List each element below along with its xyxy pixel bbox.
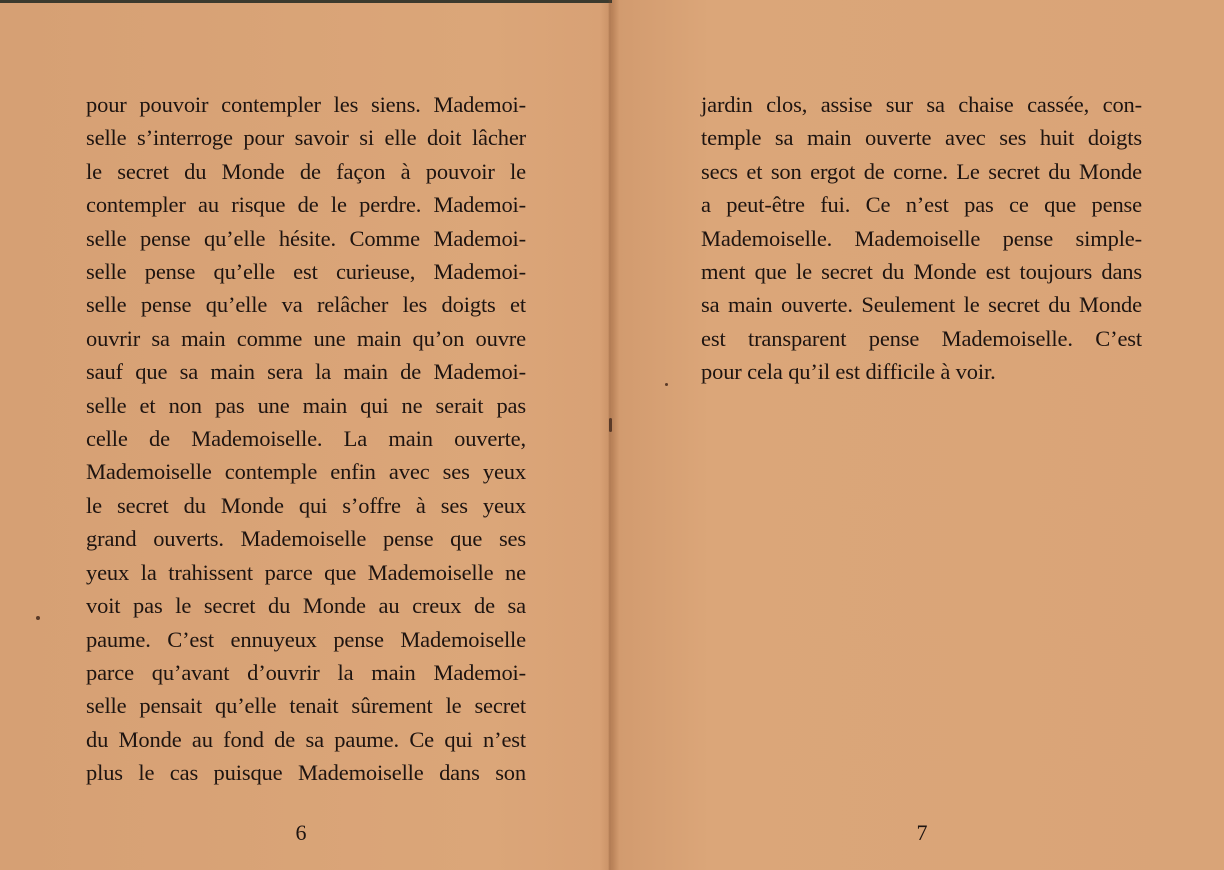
page-number-right: 7 <box>916 820 928 845</box>
text-line: Mademoiselle contemple enfin avec ses yeux <box>86 459 526 485</box>
text-line: parce qu’avant d’ouvrir la main Mademoi- <box>86 659 526 685</box>
text-line: sauf que sa main sera la main de Mademoi- <box>86 359 526 385</box>
text-line: est transparent pense Mademoiselle. C’est <box>701 325 1142 351</box>
text-line: yeux la trahissent parce que Mademoiselle ne <box>86 559 526 585</box>
text-line: selle pense qu’elle va relâcher les doigts et <box>86 292 526 318</box>
text-line: contempler au risque de le perdre. Mademoi- <box>86 192 526 218</box>
paper-speck <box>665 383 668 386</box>
text-line: selle et non pas une main qui ne serait pas <box>86 392 526 418</box>
paper-speck <box>36 616 40 620</box>
text-line: voit pas le secret du Monde au creux de sa <box>86 593 526 619</box>
text-line: selle pense qu’elle est curieuse, Mademoi- <box>86 259 526 285</box>
text-line: a peut-être fui. Ce n’est pas ce que pense <box>701 192 1142 218</box>
right-page-body <box>701 88 1142 389</box>
page-top-edge <box>0 0 612 3</box>
text-line: Mademoiselle. Mademoiselle pense simple- <box>701 225 1142 251</box>
text-line: ouvrir sa main comme une main qu’on ouvre <box>86 325 526 351</box>
text-line: selle s’interroge pour savoir si elle doit lâcher <box>86 125 526 151</box>
text-line: plus le cas puisque Mademoiselle dans son <box>86 760 526 786</box>
text-line: sa main ouverte. Seulement le secret du Monde <box>701 292 1142 318</box>
text-line: paume. C’est ennuyeux pense Mademoiselle <box>86 626 526 652</box>
text-line: du Monde au fond de sa paume. Ce qui n’est <box>86 726 526 752</box>
left-page-body <box>86 88 526 790</box>
text-line: secs et son ergot de corne. Le secret du Monde <box>701 158 1142 184</box>
text-line: grand ouverts. Mademoiselle pense que ses <box>86 526 526 552</box>
book-gutter <box>608 0 612 870</box>
text-line: selle pensait qu’elle tenait sûrement le secret <box>86 693 526 719</box>
text-line: temple sa main ouverte avec ses huit doigts <box>701 125 1142 151</box>
text-line: jardin clos, assise sur sa chaise cassée, con- <box>701 92 1142 117</box>
page-number-left: 6 <box>295 820 307 845</box>
text-line: ment que le secret du Monde est toujours dans <box>701 259 1142 285</box>
text-line: pour pouvoir contempler les siens. Mademoi- <box>86 92 526 117</box>
text-line: le secret du Monde qui s’offre à ses yeux <box>86 492 526 518</box>
text-line: selle pense qu’elle hésite. Comme Mademoi- <box>86 225 526 251</box>
text-line: le secret du Monde de façon à pouvoir le <box>86 158 526 184</box>
paper-speck <box>609 418 612 432</box>
text-line: celle de Mademoiselle. La main ouverte, <box>86 426 526 452</box>
text-line: pour cela qu’il est difficile à voir. <box>701 359 996 385</box>
